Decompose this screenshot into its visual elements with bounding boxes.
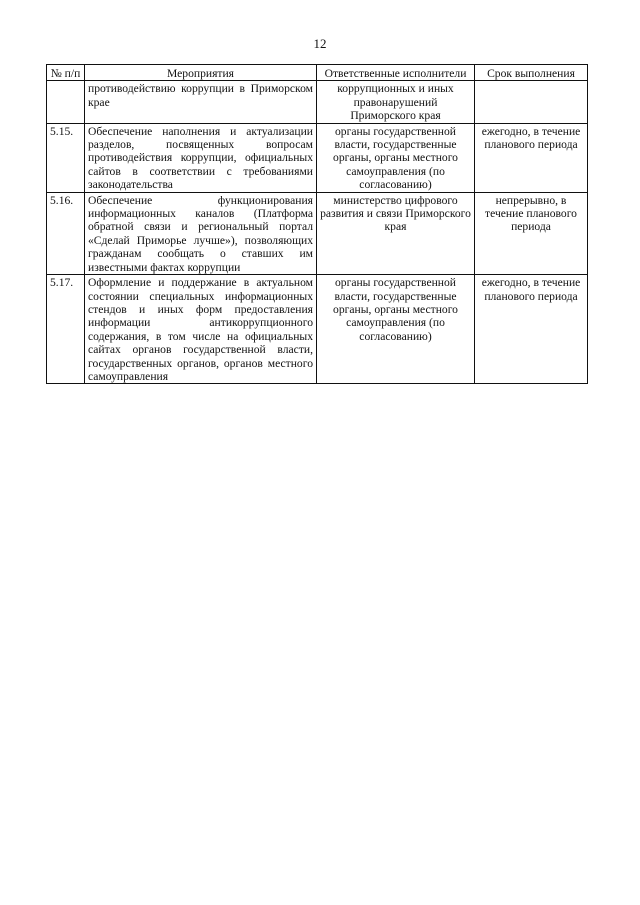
row-activity: Оформление и поддержание в актуальном состоянии специальных информационных стендов и иных форм предоставления информации антикоррупционного содержания, в том числе на официальных сайтах органов государственной власти, государственных органов, органов местного самоуправления [85,275,317,384]
row-deadline: ежегодно, в течение планового периода [475,275,588,384]
table-row [47,192,588,274]
row-responsible: органы государственной власти, государственные органы, органы местного самоуправления (по согласованию) [317,275,475,384]
row-num [47,81,85,123]
row-responsible: органы государственной власти, государственные органы, органы местного самоуправления (по согласованию) [317,123,475,192]
header-activities: Мероприятия [85,65,317,81]
row-num: 5.16. [47,192,85,274]
table-row [47,81,588,123]
header-num: № п/п [47,65,85,81]
row-num: 5.15. [47,123,85,192]
row-deadline: ежегодно, в течение планового периода [475,123,588,192]
table-header-row [47,65,588,81]
row-activity: Обеспечение наполнения и актуализации разделов, посвященных вопросам противодействия коррупции, официальных сайтов в соответствии с требованиями законодательства [85,123,317,192]
table-row [47,275,588,384]
row-deadline [475,81,588,123]
row-responsible: коррупционных и иных правонарушений Приморского края [317,81,475,123]
table-row [47,123,588,192]
measures-table [46,64,588,384]
page-number: 12 [313,36,327,51]
row-activity: противодействию коррупции в Приморском крае [85,81,317,123]
row-num: 5.17. [47,275,85,384]
row-activity: Обеспечение функционирования информационных каналов (Платформа обратной связи и региональный портал «Сделай Приморье лучше»), позволяющих гражданам сообщать о ставших им известными фактах коррупции [85,192,317,274]
header-responsible: Ответственные исполнители [317,65,475,81]
header-deadline: Срок выполнения [475,65,588,81]
row-deadline: непрерывно, в течение планового периода [475,192,588,274]
row-responsible: министерство цифрового развития и связи Приморского края [317,192,475,274]
